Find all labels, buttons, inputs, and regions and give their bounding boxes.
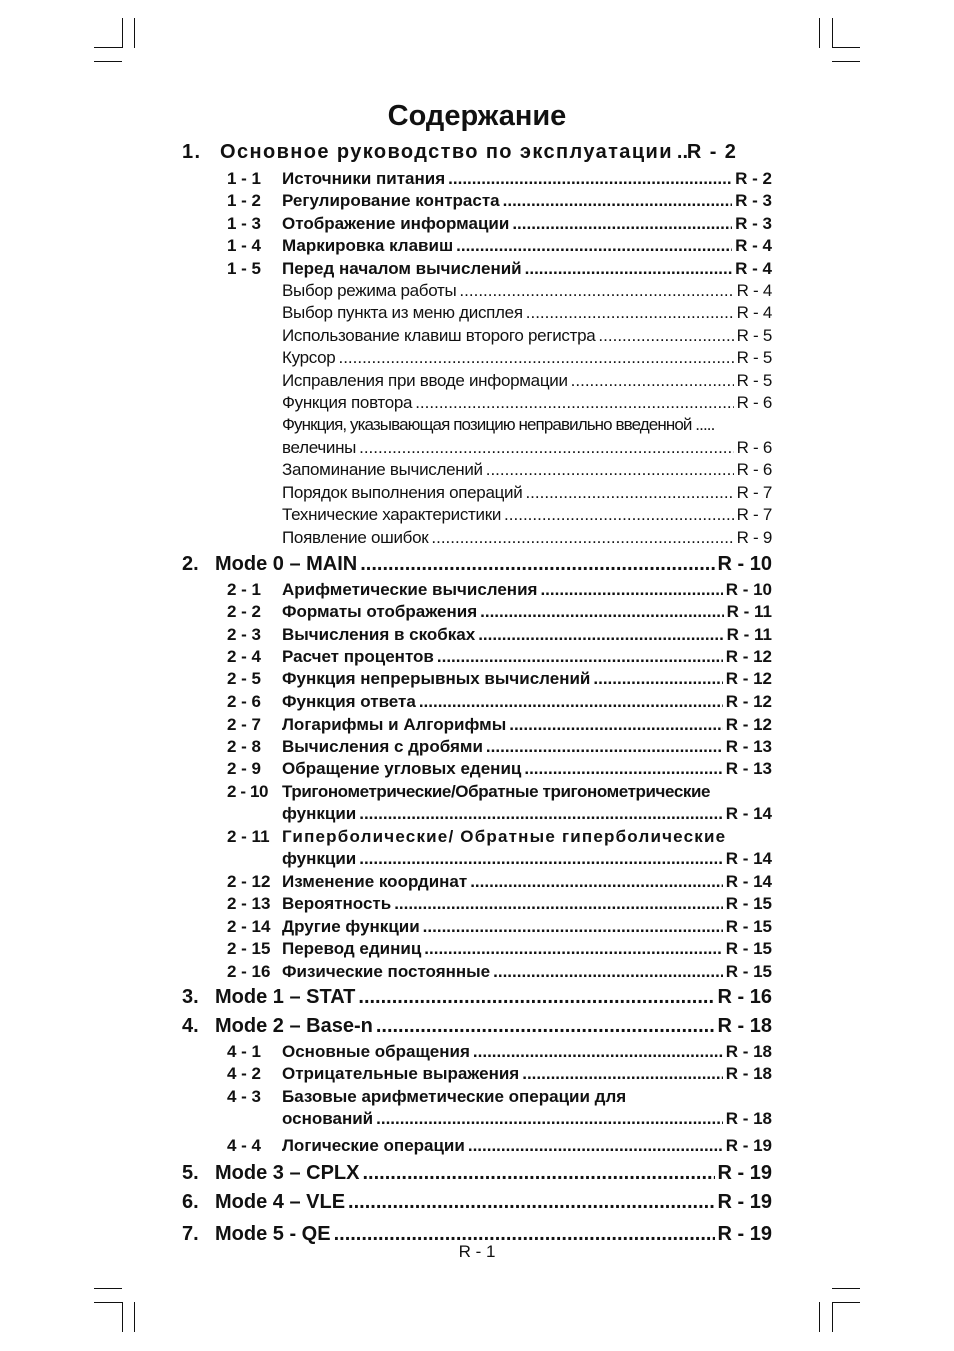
dot-leader: [376, 1108, 723, 1130]
dot-leader: [423, 916, 723, 938]
toc-subentry: велечины ..... R - 6: [282, 437, 772, 459]
toc-entry: 2 - 2 Форматы отображения ..... R - 11: [227, 601, 772, 623]
dot-leader: [593, 668, 722, 690]
entry-page: R - 4: [735, 236, 772, 255]
toc-subentry: Использование клавиш второго регистра ..... R - 5: [282, 325, 772, 347]
toc-entry: 1 - 3 Отображение информации ..... R - 3: [227, 213, 772, 235]
dot-leader: [470, 871, 723, 893]
dot-leader: [504, 504, 734, 526]
dot-leader: [524, 758, 722, 780]
section-title: Основное руководство по эксплуатации: [220, 141, 673, 163]
section-page: R - 2: [686, 141, 738, 163]
section-number: 1.: [182, 141, 202, 163]
dot-leader: [358, 984, 714, 1010]
toc-entry: оснований ..... R - 18: [227, 1108, 772, 1130]
dot-leader: [359, 437, 734, 459]
dot-leader: [419, 691, 723, 713]
dot-leader: [359, 848, 722, 870]
dot-leader: [509, 714, 722, 736]
toc-section-1: [182, 139, 772, 165]
dot-leader: [493, 961, 723, 983]
entry-page: R - 4: [735, 259, 772, 278]
dot-leader: [571, 370, 734, 392]
dot-leader: [360, 551, 714, 577]
dot-leader: [677, 139, 687, 165]
toc-entry: 2 - 3 Вычисления в скобках ..... R - 11: [227, 624, 772, 646]
dot-leader: [503, 190, 733, 212]
dot-leader: [359, 803, 722, 825]
dot-leader: [362, 1160, 714, 1186]
toc-subentry: Запоминание вычислений ..... R - 6: [282, 459, 772, 481]
dot-leader: [394, 893, 723, 915]
toc-entry: 2 - 1 Арифметические вычисления ..... R - 10: [227, 579, 772, 601]
toc-subentry: Порядок выполнения операций ..... R - 7: [282, 482, 772, 504]
toc-section-6: 6. Mode 4 – VLE ..... R - 19: [182, 1189, 772, 1215]
toc-entry: 2 - 12 Изменение координат ..... R - 14: [227, 871, 772, 893]
entry-page: R - 2: [735, 169, 772, 188]
dot-leader: [522, 1063, 722, 1085]
toc-subentry-line: Функция, указывающая позицию неправильно введенной .....: [282, 415, 715, 434]
dot-leader: [338, 347, 733, 369]
toc-entry: 4 - 3 Базовые арифметические операции для: [227, 1087, 627, 1106]
toc-section-3: 3. Mode 1 – STAT ..... R - 16: [182, 984, 772, 1010]
dot-leader: [598, 325, 733, 347]
toc-entry: 2 - 8 Вычисления с дробями ..... R - 13: [227, 736, 772, 758]
toc-entry: 2 - 13 Вероятность ..... R - 15: [227, 893, 772, 915]
toc-entry: 2 - 11 Гиперболические/ Обратные гиперболические: [227, 827, 727, 846]
toc-section-4: 4. Mode 2 – Base-n ..... R - 18: [182, 1013, 772, 1039]
toc-entry: функции ..... R - 14: [227, 803, 772, 825]
dot-leader: [437, 646, 723, 668]
toc-entry: 2 - 5 Функция непрерывных вычислений ..... R - 12: [227, 668, 772, 690]
toc-subentry: Исправления при вводе информации ..... R - 5: [282, 370, 772, 392]
dot-leader: [480, 601, 724, 623]
toc-entry: 2 - 7 Логарифмы и Алгорифмы ..... R - 12: [227, 714, 772, 736]
entry-page: R - 3: [735, 214, 772, 233]
toc-entry: 2 - 9 Обращение угловых едениц ..... R - 13: [227, 758, 772, 780]
dot-leader: [456, 235, 732, 257]
dot-leader: [525, 482, 733, 504]
toc-entry: 2 - 15 Перевод единиц ..... R - 15: [227, 938, 772, 960]
toc-entry: функции ..... R - 14: [227, 848, 772, 870]
toc-subentry: Курсор ..... R - 5: [282, 347, 772, 369]
toc-entry: 1 - 1 Источники питания ..... R - 2: [227, 168, 772, 190]
page-number: R - 1: [458, 1242, 496, 1261]
toc-subentry: Технические характеристики ..... R - 7: [282, 504, 772, 526]
toc-subentry: Выбор режима работы ..... R - 4: [282, 280, 772, 302]
toc-entry: 2 - 4 Расчет процентов ..... R - 12: [227, 646, 772, 668]
entry-title: Источники питания: [282, 169, 446, 188]
dot-leader: [348, 1189, 715, 1215]
dot-leader: [415, 392, 733, 414]
dot-leader: [478, 624, 723, 646]
toc-entry: 2 - 16 Физические постоянные ..... R - 15: [227, 961, 772, 983]
toc-subentry: Функция повтора ..... R - 6: [282, 392, 772, 414]
dot-leader: [540, 579, 722, 601]
dot-leader: [431, 527, 733, 549]
dot-leader: [486, 736, 723, 758]
toc-entry: 2 - 14 Другие функции ..... R - 15: [227, 916, 772, 938]
entry-page: R - 3: [735, 191, 772, 210]
dot-leader: [526, 302, 734, 324]
dot-leader: [512, 213, 732, 235]
entry-title: Перед началом вычислений: [282, 259, 522, 278]
page-title: Содержание: [387, 100, 567, 132]
toc-entry: 4 - 1 Основные обращения ..... R - 18: [227, 1041, 772, 1063]
entry-title: Регулирование контраста: [282, 191, 500, 210]
toc-section-5: 5. Mode 3 – CPLX ..... R - 19: [182, 1160, 772, 1186]
toc-subentry: Появление ошибок ..... R - 9: [282, 527, 772, 549]
toc-entry: 1 - 4 Маркировка клавиш ..... R - 4: [227, 235, 772, 257]
toc-section-2: 2. Mode 0 – MAIN ..... R - 10: [182, 551, 772, 577]
toc-entry: 2 - 10 Тригонометрические/Обратные тригонометрические: [227, 782, 711, 801]
dot-leader: [468, 1135, 723, 1157]
dot-leader: [525, 258, 733, 280]
dot-leader: [459, 280, 733, 302]
toc-section-7: 7. Mode 5 - QE ..... R - 19: [182, 1221, 772, 1247]
dot-leader: [486, 459, 734, 481]
toc-entry: 4 - 4 Логические операции ..... R - 19: [227, 1135, 772, 1157]
entry-title: Маркировка клавиш: [282, 236, 454, 255]
dot-leader: [448, 168, 732, 190]
entry-title: Отображение информации: [282, 214, 510, 233]
toc-entry: 1 - 5 Перед началом вычислений ..... R - 4: [227, 258, 772, 280]
toc-entry: 4 - 2 Отрицательные выражения ..... R - 18: [227, 1063, 772, 1085]
dot-leader: [376, 1013, 715, 1039]
toc-subentry: Выбор пункта из меню дисплея ..... R - 4: [282, 302, 772, 324]
toc-entry: 2 - 6 Функция ответа ..... R - 12: [227, 691, 772, 713]
dot-leader: [473, 1041, 723, 1063]
dot-leader: [424, 938, 722, 960]
toc-entry: 1 - 2 Регулирование контраста ..... R - 3: [227, 190, 772, 212]
